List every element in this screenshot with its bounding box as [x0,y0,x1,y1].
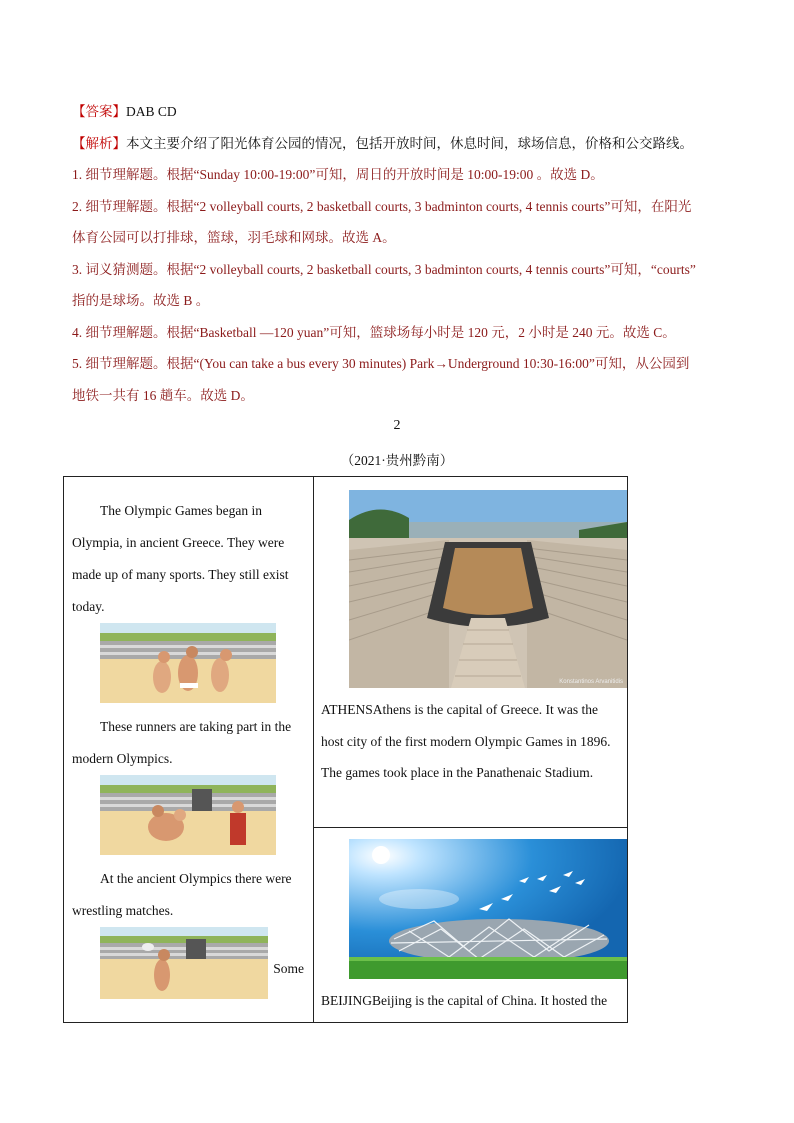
birds-nest-photo [349,839,627,979]
analysis-label: 【解析】 [72,135,126,151]
answer-label: 【答案】 [72,104,126,119]
left-column [72,495,304,999]
athens-cell [321,490,621,789]
analysis-text: 本文主要介绍了阳光体育公园的情况，包括开放时间，休息时间，球场信息，价格和公交路线。 [126,135,693,151]
row-divider [313,827,628,828]
analysis-item-2: 2. 细节理解题。根据“2 volleyball courts, 2 basketball courts, 3 badminton courts, 4 tennis courts”可知，在阳光 [72,198,692,214]
beijing-paragraph: BEIJINGBeijing is the capital of China. It hosted the [321,993,608,1008]
column-divider [313,477,314,1022]
analysis-line [72,128,732,160]
wrestling-illustration [100,775,276,855]
answer-analysis-block [72,96,732,411]
source-label: （2021·贵州黔南） [340,453,454,468]
answer-text: DAB CD [126,104,177,119]
analysis-item-2-cont: 体育公园可以打排球，篮球，羽毛球和网球。故选 A。 [72,230,396,245]
analysis-item-3-cont: 指的是球场。故选 B 。 [72,293,210,308]
athens-paragraph: ATHENSAthens is the capital of Greece. It was the host city of the first modern Olympic Games in 1896. The games took place in the Panathenaic Stadium. [321,702,611,780]
last-row [72,927,304,999]
photo-watermark: Konstantinos Arvanitidis [559,679,623,685]
some-text: Some [273,961,304,976]
analysis-item-3: 3. 词义猜测题。根据“2 volleyball courts, 2 basketball courts, 3 badminton courts, 4 tennis courts”可知，“courts” [72,261,696,277]
page-number: 2 [393,418,401,433]
analysis-item-5: 5. 细节理解题。根据“(You can take a bus every 30 minutes) Park→Underground 10:30-16:00”可知，从公园到 [72,356,690,371]
beijing-cell [321,839,621,1017]
reading-table [63,476,628,1023]
answer-line [72,96,732,128]
analysis-item-1: 1. 细节理解题。根据“Sunday 10:00-19:00”可知，周日的开放时间是 10:00-19:00 。故选 D。 [72,167,604,182]
athens-stadium-photo [349,490,627,688]
olympics-intro-paragraph: The Olympic Games began in Olympia, in ancient Greece. They were made up of many sports. They still exist today. [72,503,289,614]
analysis-item-4: 4. 细节理解题。根据“Basketball —120 yuan”可知，篮球场每小时是 120 元，2 小时是 240 元。故选 C。 [72,324,676,340]
analysis-item-5-cont: 地铁一共有 16 趟车。故选 D。 [72,387,254,403]
runners-caption: These runners are taking part in the modern Olympics. [72,719,292,766]
wrestling-caption: At the ancient Olympics there were wrestling matches. [72,871,292,918]
runners-illustration [100,623,276,703]
discus-illustration [100,927,268,999]
